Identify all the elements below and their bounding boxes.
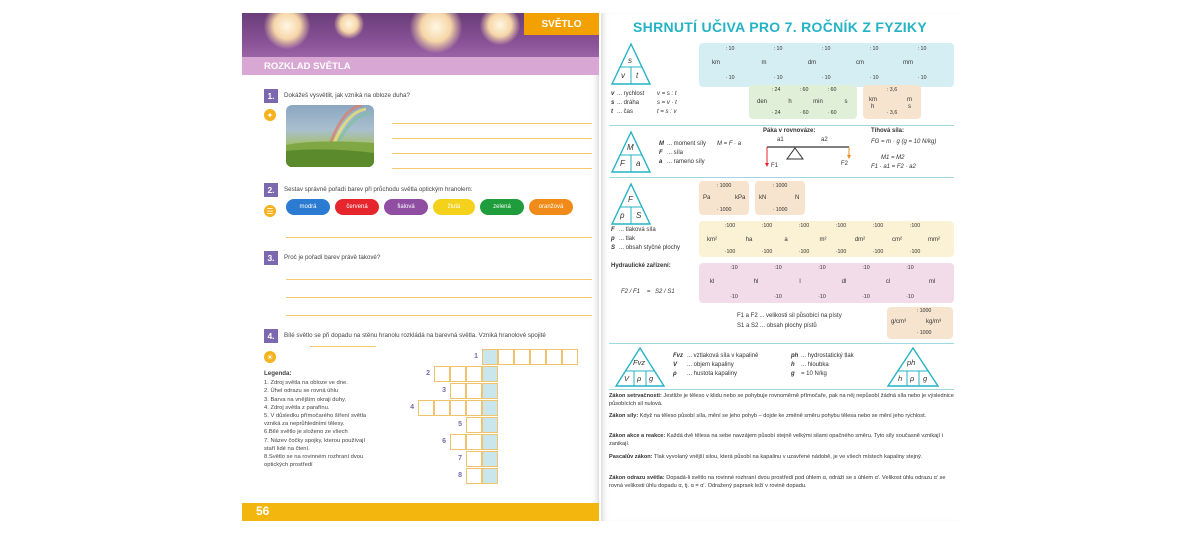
conversion-down: ·100: [835, 249, 847, 255]
conversion-up: : 24: [771, 87, 781, 93]
legend-item: 1. Zdroj světla na obloze ve dne.: [264, 380, 348, 387]
crossword-cell[interactable]: [466, 383, 482, 399]
unit-label: ml: [928, 279, 936, 285]
crossword-cell[interactable]: [482, 434, 498, 450]
crossword-legend: [264, 370, 404, 469]
unit-label: hl: [753, 279, 759, 285]
crossword-cell[interactable]: [498, 349, 514, 365]
conversion-up: :10: [818, 265, 826, 271]
right-page: [601, 13, 958, 521]
definition-symbol: F: [659, 150, 663, 156]
formula: t = s : v: [657, 109, 677, 115]
definition-symbol: h: [791, 362, 795, 368]
legend-item: 5. V důsledku přímočarého šíření světla: [264, 413, 367, 420]
conversion-up: :10: [862, 265, 870, 271]
definition-text: ... moment síly: [667, 141, 707, 147]
question-number: 1.: [264, 89, 278, 103]
crossword-cell[interactable]: [450, 434, 466, 450]
crossword-cell[interactable]: [482, 468, 498, 484]
unit-label: cm: [856, 60, 864, 66]
conversion-down: · 10: [869, 75, 879, 81]
law-text: Když na těleso působí síla, mění se jeho pohyb – dojde ke změně směru pohybu tělesa nebo se mění jeho rychlost.: [638, 413, 927, 419]
law-text: Dopadá-li světlo na rovinné rozhraní dvou prostředí pod úhlem α, odráží se s úhlem α'. Velikost úhlu odrazu α' se rovná velikosti úhlu dopadu α, tj. α = α'. Odražený paprsek leží v rovině dopadu.: [609, 475, 946, 489]
triangle-bm: ρ: [910, 374, 915, 383]
hydraulic-right: S2 / S1: [655, 289, 675, 295]
separator: [609, 125, 954, 126]
definition-symbol: v: [611, 91, 615, 97]
triangle-top: ph: [907, 358, 916, 367]
list-icon: ☰: [264, 205, 276, 217]
crossword-cell[interactable]: [466, 417, 482, 433]
color-chip-4[interactable]: zelená: [480, 199, 524, 215]
conversion-up: :100: [761, 223, 773, 229]
crossword-cell[interactable]: [466, 434, 482, 450]
page-title: SHRNUTÍ UČIVA PRO 7. ROČNÍK Z FYZIKY: [633, 19, 927, 35]
unit-label: m: [761, 60, 767, 66]
sun-icon: ☀: [264, 351, 276, 363]
color-chip-3[interactable]: žlutá: [433, 199, 475, 215]
definition-text: ... hloubka: [801, 362, 829, 368]
unit-label: den: [756, 99, 767, 105]
crossword-cell[interactable]: [450, 383, 466, 399]
triangle-top: Fvz: [633, 358, 646, 367]
unit-label: h: [788, 99, 792, 105]
definition-text: ... tlaková síla: [619, 227, 656, 233]
triangle-br: S: [636, 211, 642, 220]
conversion-up: : 10: [821, 46, 831, 52]
bulb-decoration: [264, 13, 310, 49]
conversion-up: : 10: [773, 46, 783, 52]
answer-line[interactable]: [392, 168, 592, 169]
unit-label: m: [907, 97, 912, 103]
conversion-down: · 10: [773, 75, 783, 81]
question-text: Bílé světlo se při dopadu na stěnu hranolu rozkládá na barevná světla. Vzniká hranolové spojité: [284, 332, 546, 339]
separator: [609, 343, 954, 344]
crossword-cell[interactable]: [482, 451, 498, 467]
conversion-down: ·10: [862, 294, 870, 300]
conversion-down: · 60: [799, 110, 809, 116]
answer-line[interactable]: [286, 279, 592, 280]
conversion-down: · 60: [827, 110, 837, 116]
unit-label: a: [784, 237, 788, 243]
law-text: Jestliže je těleso v klidu nebo se pohybuje rovnoměrně přímočaře, pak na něj nepůsobí žádná síla nebo je výslednice působících sil nulová.: [609, 393, 954, 407]
conversion-down: ·10: [818, 294, 826, 300]
conversion-up: : 1000: [916, 308, 932, 314]
triangle-br: t: [636, 71, 639, 80]
unit-label: cm²: [892, 237, 902, 243]
triangle-bl: F: [620, 159, 625, 168]
answer-line[interactable]: [286, 297, 592, 298]
conversion-down: · 10: [821, 75, 831, 81]
definition-text: ... hydrostatický tlak: [801, 353, 854, 359]
law-text: Tlak vyvolaný vnější silou, která působí na kapalinu v uzavřené nádobě, je ve všech místech kapaliny stejný.: [652, 454, 923, 460]
unit-label: mm²: [928, 237, 940, 243]
legend-item: 3. Barva na vnějším okraji duhy.: [264, 396, 347, 403]
arm-a2: a2: [821, 137, 828, 143]
conversion-up: : 60: [827, 87, 837, 93]
law-block: [609, 393, 954, 408]
buoyancy-triangle: [615, 347, 665, 392]
crossword-cell[interactable]: [434, 400, 450, 416]
question-text: Proč je pořadí barev právě takové?: [284, 254, 381, 261]
unit-label: kl: [709, 279, 715, 285]
definition-symbol: ph: [791, 353, 799, 359]
conversion-down: · 10: [725, 75, 735, 81]
definition-symbol: Fvz: [673, 353, 684, 359]
crossword-cell[interactable]: [434, 366, 450, 382]
definition-symbol: M: [659, 141, 664, 147]
conversion-down: ·100: [724, 249, 736, 255]
crossword-cell[interactable]: [418, 400, 434, 416]
crossword-cell[interactable]: [466, 451, 482, 467]
lesson-title: ROZKLAD SVĚTLA: [264, 61, 351, 72]
conversion-down: · 10: [917, 75, 927, 81]
question-number: 2.: [264, 183, 278, 197]
unit-label: N: [795, 195, 800, 201]
triangle-top: M: [627, 143, 634, 152]
legend-item: 4. Zdroj světla z parafínu.: [264, 404, 330, 411]
unit-label: kPa: [735, 195, 746, 201]
triangle-br: a: [636, 159, 641, 168]
unit-label: km: [869, 97, 877, 103]
unit-label: km²: [707, 237, 717, 243]
crossword-row-number: 5: [458, 421, 462, 428]
law-name: Zákon síly:: [609, 413, 639, 419]
definition-text: ... čas: [617, 109, 634, 115]
conversion-up: : 10: [917, 46, 927, 52]
conversion-up: : 10: [725, 46, 735, 52]
crossword-cell[interactable]: [530, 349, 546, 365]
question-number: 3.: [264, 251, 278, 265]
conversion-up: : 3,6: [886, 87, 898, 93]
density-b: kg/m³: [926, 319, 941, 325]
color-chip-1[interactable]: červená: [335, 199, 379, 215]
hydraulic-note-2: S1 a S2 ... obsah plochy pístů: [737, 323, 817, 329]
crossword-cell[interactable]: [466, 400, 482, 416]
conversion-down: ·100: [798, 249, 810, 255]
bulb-decoration: [410, 13, 462, 53]
conversion-up: : 60: [799, 87, 809, 93]
conversion-down: · 24: [771, 110, 781, 116]
crossword-row-number: 4: [410, 404, 414, 411]
question-number: 4.: [264, 329, 278, 343]
triangle-bm: ρ: [637, 374, 642, 383]
formula: M = F · a: [717, 141, 742, 147]
crossword-row-number: 6: [442, 438, 446, 445]
color-chip-5[interactable]: oranžová: [529, 199, 573, 215]
definition-symbol: t: [611, 109, 613, 115]
triangle-br: g: [923, 374, 928, 383]
triangle-bl: V: [624, 374, 630, 383]
textbook-spread: [242, 13, 958, 521]
crossword-row-number: 3: [442, 387, 446, 394]
conversion-down: ·10: [730, 294, 738, 300]
definition-text: ... tlak: [619, 236, 636, 242]
definition-text: ... rameno síly: [667, 159, 705, 165]
crossword-cell[interactable]: [562, 349, 578, 365]
conversion-up: : 10: [869, 46, 879, 52]
legend-item: staří lidé na čtení.: [264, 445, 310, 452]
answer-line[interactable]: [392, 138, 592, 139]
unit-label: cl: [885, 279, 891, 285]
law-name: Zákon odrazu světla:: [609, 475, 665, 481]
conversion-down: ·10: [774, 294, 782, 300]
definition-symbol: V: [673, 362, 678, 368]
definition-symbol: S: [611, 245, 616, 251]
section-tag: SVĚTLO: [524, 13, 599, 35]
hydraulic-note-1: F1 a F2 ... velikosti sil působící na písty: [737, 313, 842, 319]
crossword-row-number: 7: [458, 455, 462, 462]
definition-symbol: a: [659, 159, 663, 165]
separator: [609, 177, 954, 178]
unit-label: s: [844, 99, 848, 105]
conversion-up: :100: [724, 223, 736, 229]
crossword-cell[interactable]: [482, 400, 498, 416]
triangle-br: g: [649, 374, 654, 383]
unit-label: dm: [807, 60, 817, 66]
conversion-up: :100: [872, 223, 884, 229]
lightbulb-icon: ✦: [264, 109, 276, 121]
answer-line[interactable]: [286, 315, 592, 316]
answer-line[interactable]: [392, 123, 592, 124]
question-3: [264, 251, 594, 311]
unit-label: h: [871, 104, 875, 110]
answer-line[interactable]: [310, 346, 376, 347]
pressure-triangle: [611, 183, 651, 230]
triangle-bl: v: [621, 71, 625, 80]
triangle-top: s: [628, 56, 632, 65]
conversion-up: : 1000: [772, 183, 788, 189]
crossword-cell[interactable]: [450, 366, 466, 382]
answer-line[interactable]: [392, 153, 592, 154]
force-f1: F1: [771, 163, 779, 169]
crossword-cell[interactable]: [482, 366, 498, 382]
balance-title: Páka v rovnováze:: [763, 128, 816, 134]
law-text: Každá dvě tělesa na sebe navzájem působí stejně velkými silami opačného směru. Tyto síly současně vznikají i zanikají.: [609, 433, 943, 447]
speed-triangle: [611, 43, 651, 90]
definition-text: ... hustota kapaliny: [687, 371, 738, 377]
crossword-cell[interactable]: [450, 400, 466, 416]
density-a: g/cm³: [891, 319, 906, 325]
legend-item: 8.Světlo se na rovinném rozhraní dvou: [264, 454, 364, 461]
conversion-down: ·100: [872, 249, 884, 255]
unit-label: km: [712, 60, 720, 66]
conversion-down: ·100: [761, 249, 773, 255]
conversion-up: :100: [798, 223, 810, 229]
triangle-bl: h: [898, 374, 903, 383]
triangle-bl: p: [620, 211, 625, 220]
definition-symbol: ρ: [673, 371, 677, 377]
question-text: Dokážeš vysvětlit, jak vzniká na obloze duha?: [284, 92, 410, 99]
crossword-cell[interactable]: [514, 349, 530, 365]
law-block: [609, 433, 954, 448]
law-name: Zákon akce a reakce:: [609, 433, 666, 439]
definition-symbol: s: [611, 100, 615, 106]
unit-label: min: [813, 99, 823, 105]
bulb-decoration: [480, 13, 520, 45]
legend-item: optických prostředí: [264, 462, 313, 469]
unit-label: Pa: [703, 195, 711, 201]
left-page: [242, 13, 599, 521]
answer-line[interactable]: [286, 237, 592, 238]
moment-equality: M1 = M2: [881, 155, 905, 161]
crossword-cell[interactable]: [546, 349, 562, 365]
crossword-row-number: 2: [426, 370, 430, 377]
page-number: 56: [256, 504, 270, 518]
color-chip-2[interactable]: fialová: [384, 199, 428, 215]
legend-title: Legenda:: [264, 370, 292, 377]
unit-label: dm²: [854, 237, 866, 243]
legend-item: 7. Název čočky spojky, kterou používají: [264, 437, 366, 444]
crossword-cell[interactable]: [482, 349, 498, 365]
definition-text: ... obsah styčné plochy: [619, 245, 681, 251]
unit-label: l: [799, 279, 801, 285]
conversion-down: ·10: [906, 294, 914, 300]
law-block: [609, 413, 954, 421]
conversion-down: · 3,6: [886, 110, 898, 116]
hydrostatic-triangle: [887, 347, 939, 392]
law-name: Zákon setrvačnosti:: [609, 393, 662, 399]
formula: v = s : t: [657, 91, 677, 97]
definition-symbol: p: [611, 236, 615, 242]
force-equality: F1 · a1 = F2 · a2: [871, 164, 916, 170]
separator: [609, 389, 954, 390]
conversion-down: · 1000: [772, 207, 788, 213]
hydraulic-title: Hydraulické zařízení:: [611, 263, 671, 269]
conversion-up: :100: [835, 223, 847, 229]
formula: s = v · t: [657, 100, 677, 106]
conversion-up: :100: [909, 223, 921, 229]
unit-label: kN: [759, 195, 767, 201]
conversion-up: : 1000: [716, 183, 732, 189]
definition-text: ... dráha: [617, 100, 640, 106]
crossword-cell[interactable]: [466, 366, 482, 382]
conversion-down: ·100: [909, 249, 921, 255]
equals-sign: =: [647, 289, 651, 295]
crossword-cell[interactable]: [482, 383, 498, 399]
law-block: [609, 475, 954, 490]
conversion-up: :10: [730, 265, 738, 271]
color-chip-0[interactable]: modrá: [286, 199, 330, 215]
definition-text: ... síla: [667, 150, 684, 156]
definition-text: ... objem kapaliny: [687, 362, 734, 368]
moment-triangle: [611, 131, 651, 178]
definition-text: = 10 N/kg: [801, 371, 827, 377]
law-block: [609, 454, 954, 462]
lever-diagram: [763, 137, 853, 178]
force-f2: F2: [841, 161, 849, 167]
crossword-cell[interactable]: [466, 468, 482, 484]
bulb-decoration: [334, 13, 364, 39]
crossword-row-number: 8: [458, 472, 462, 479]
definition-symbol: g: [791, 371, 795, 377]
unit-label: dl: [841, 279, 847, 285]
unit-label: ha: [745, 237, 753, 243]
legend-item: vzniká za neprůhledními tělesy.: [264, 421, 345, 428]
crossword-row-number: 1: [474, 353, 478, 360]
unit-label: s: [908, 104, 911, 110]
rainbow-photo: [286, 105, 374, 167]
definition-text: ... vztlaková síla v kapalině: [687, 353, 759, 359]
definition-symbol: F: [611, 227, 615, 233]
definition-text: ... rychlost: [617, 91, 645, 97]
legend-item: 6.Bílé světlo je složeno ze všech: [264, 429, 348, 436]
gravity-title: Tíhová síla:: [871, 128, 905, 134]
unit-label: mm: [903, 60, 913, 66]
law-name: Pascalův zákon:: [609, 454, 653, 460]
page-footer: [242, 503, 599, 521]
question-text: Sestav správně pořadí barev při průchodu světla optickým hranolem:: [284, 186, 473, 193]
hydraulic-left: F2 / F1: [621, 289, 641, 295]
triangle-top: F: [628, 195, 633, 204]
conversion-up: :10: [906, 265, 914, 271]
legend-item: 2. Úhel odrazu se rovná úhlu: [264, 388, 339, 395]
gravity-formula: FG = m · g (g = 10 N/kg): [871, 139, 937, 145]
arm-a1: a1: [777, 137, 784, 143]
unit-label: m²: [819, 237, 827, 243]
crossword-cell[interactable]: [482, 417, 498, 433]
conversion-down: · 1000: [916, 330, 932, 336]
conversion-up: :10: [774, 265, 782, 271]
conversion-down: · 1000: [716, 207, 732, 213]
